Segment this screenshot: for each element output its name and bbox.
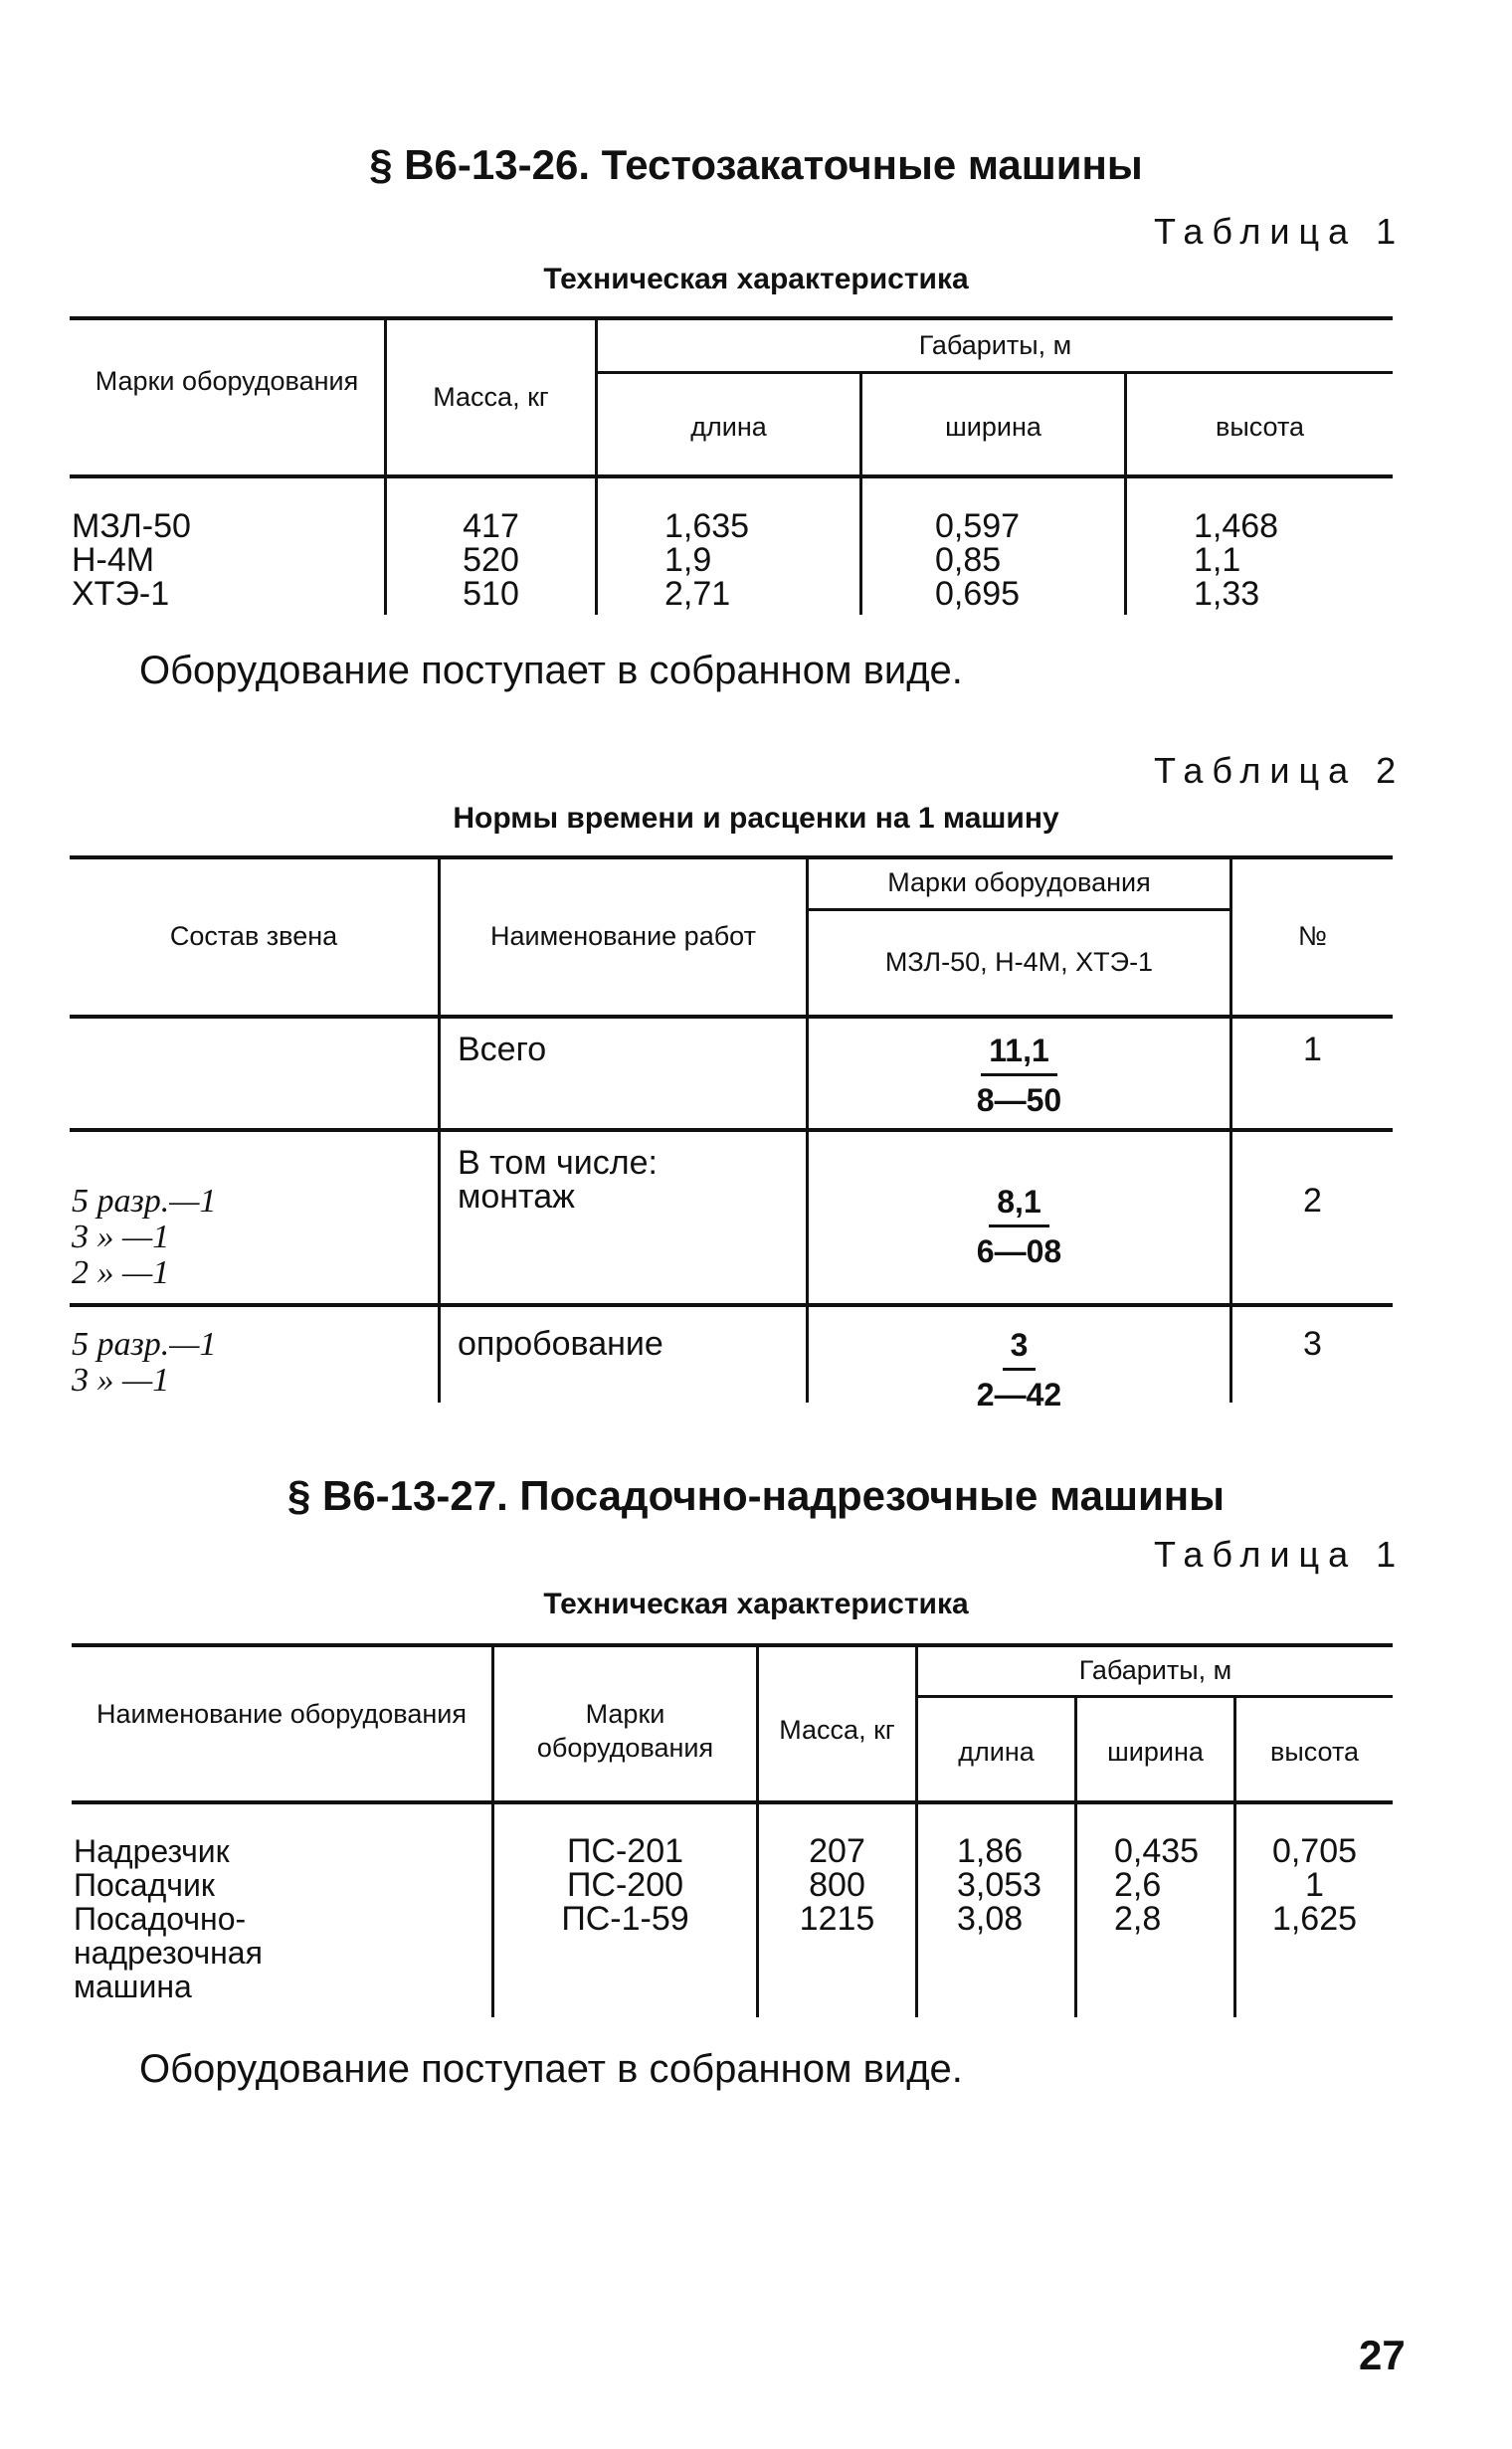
table-cell: 0,705	[1271, 1832, 1358, 1870]
price-value: 8—50	[976, 1082, 1062, 1118]
header-width: ширина	[945, 412, 1041, 442]
header-marks: Марки оборудования	[536, 1699, 714, 1763]
table-cell: 0,597	[935, 507, 1021, 545]
table-cell: 1,33	[1194, 575, 1260, 613]
section2-note: Оборудование поступает в собранном виде.	[139, 2047, 963, 2091]
table-cell: ПС-1-59	[561, 1900, 689, 1938]
section1-table1-label: Таблица 1	[1154, 211, 1406, 252]
row-number: 2	[1303, 1182, 1322, 1220]
table-cell: Посадочно-надрезочная машина	[74, 1901, 263, 2004]
price-value: 2—42	[976, 1377, 1062, 1413]
column-names	[74, 1834, 372, 2003]
section2-table1-caption: Техническая характеристика	[543, 1588, 969, 1620]
header-mass: Масса, кг	[433, 382, 549, 412]
table-cell: Надрезчик	[74, 1833, 230, 1869]
header-name: Наименование оборудования	[96, 1699, 467, 1729]
column-marks	[494, 1834, 756, 1936]
crew-line: 2 » —1	[72, 1254, 170, 1291]
column-mass	[759, 1834, 915, 1936]
section2-heading: § В6-13-27. Посадочно-надрезочные машины	[286, 1472, 1226, 1519]
header-mass: Масса, кг	[779, 1715, 895, 1745]
table-cell: 3,08	[957, 1900, 1024, 1938]
crew-composition	[72, 1184, 217, 1291]
header-length: длина	[690, 412, 767, 442]
header-height: высота	[1215, 412, 1305, 442]
table-cell: 1,9	[664, 541, 712, 579]
column-length	[664, 509, 749, 611]
table-cell: 3,053	[957, 1866, 1042, 1904]
table-cell: Посадчик	[74, 1867, 215, 1903]
section1-table2-label: Таблица 2	[1154, 750, 1406, 791]
norm-fraction	[809, 1327, 1229, 1413]
table-cell: 2,6	[1114, 1866, 1162, 1904]
norm-fraction	[809, 1184, 1229, 1270]
header-length: длина	[958, 1737, 1035, 1767]
norm-fraction	[809, 1033, 1229, 1119]
section1-table1-caption: Техническая характеристика	[543, 263, 969, 295]
work-name: Всего	[458, 1031, 547, 1068]
table-cell: ХТЭ-1	[72, 575, 170, 613]
crew-line: 5 разр.—1	[72, 1326, 217, 1363]
crew-composition	[72, 1327, 217, 1399]
table-cell: 0,435	[1114, 1832, 1200, 1870]
crew-line: 3 » —1	[72, 1362, 170, 1399]
work-name: опробование	[458, 1325, 663, 1363]
header-height: высота	[1269, 1737, 1360, 1767]
table-cell: МЗЛ-50	[72, 507, 191, 545]
header-dims: Габариты, м	[918, 330, 1072, 360]
page-number: 27	[1359, 2332, 1406, 2378]
section2-table1-label: Таблица 1	[1154, 1534, 1406, 1575]
table-cell: 2,71	[664, 575, 731, 613]
header-width: ширина	[1107, 1737, 1204, 1767]
table-cell: 1,86	[957, 1832, 1024, 1870]
column-length	[957, 1834, 1041, 1936]
header-crew: Состав звена	[169, 921, 338, 951]
table-cell: Н-4М	[72, 541, 155, 579]
table-cell: 520	[463, 541, 519, 579]
table-cell: 1,635	[664, 507, 750, 545]
table-cell: ПС-201	[566, 1832, 684, 1870]
table-cell: 207	[809, 1832, 865, 1870]
table-cell: 510	[463, 575, 519, 613]
table-cell: ПС-200	[566, 1866, 684, 1904]
header-number: №	[1298, 921, 1327, 951]
table-cell: 1,625	[1271, 1900, 1358, 1938]
header-dims: Габариты, м	[1078, 1655, 1232, 1685]
table-cell: 1,468	[1194, 507, 1279, 545]
work-name	[458, 1146, 658, 1214]
table-cell: 1,1	[1194, 541, 1241, 579]
crew-line: 5 разр.—1	[72, 1183, 217, 1220]
column-height	[1194, 509, 1278, 611]
column-width	[935, 509, 1020, 611]
column-marks	[72, 509, 191, 611]
section1-table2-caption: Нормы времени и расценки на 1 машину	[453, 802, 1059, 835]
section1-heading: § В6-13-26. Тестозакаточные машины	[369, 141, 1143, 188]
column-mass	[387, 509, 595, 611]
table-cell: 800	[809, 1866, 865, 1904]
table-cell: 0,85	[935, 541, 1002, 579]
table-cell: 0,695	[935, 575, 1021, 613]
row-number: 1	[1303, 1031, 1322, 1068]
header-work: Наименование работ	[490, 921, 756, 951]
table-cell: 1	[1305, 1866, 1324, 1904]
column-width	[1114, 1834, 1199, 1936]
price-value: 6—08	[976, 1233, 1062, 1269]
header-marks-list: МЗЛ-50, Н-4М, ХТЭ-1	[884, 947, 1154, 977]
column-height	[1236, 1834, 1393, 1936]
row-number: 3	[1303, 1325, 1322, 1363]
header-marks: Марки оборудования	[94, 366, 359, 396]
crew-line: 3 » —1	[72, 1219, 170, 1255]
norm-value: 8,1	[989, 1184, 1048, 1227]
section1-note: Оборудование поступает в собранном виде.	[139, 649, 963, 692]
header-marks: Марки оборудования	[887, 867, 1151, 897]
work-line: В том числе:	[458, 1144, 658, 1182]
table-cell: 2,8	[1114, 1900, 1162, 1938]
norm-value: 11,1	[981, 1033, 1057, 1076]
work-line: монтаж	[458, 1178, 575, 1216]
norm-value: 3	[1003, 1327, 1037, 1371]
table-cell: 417	[463, 507, 519, 545]
table-cell: 1215	[799, 1900, 875, 1938]
